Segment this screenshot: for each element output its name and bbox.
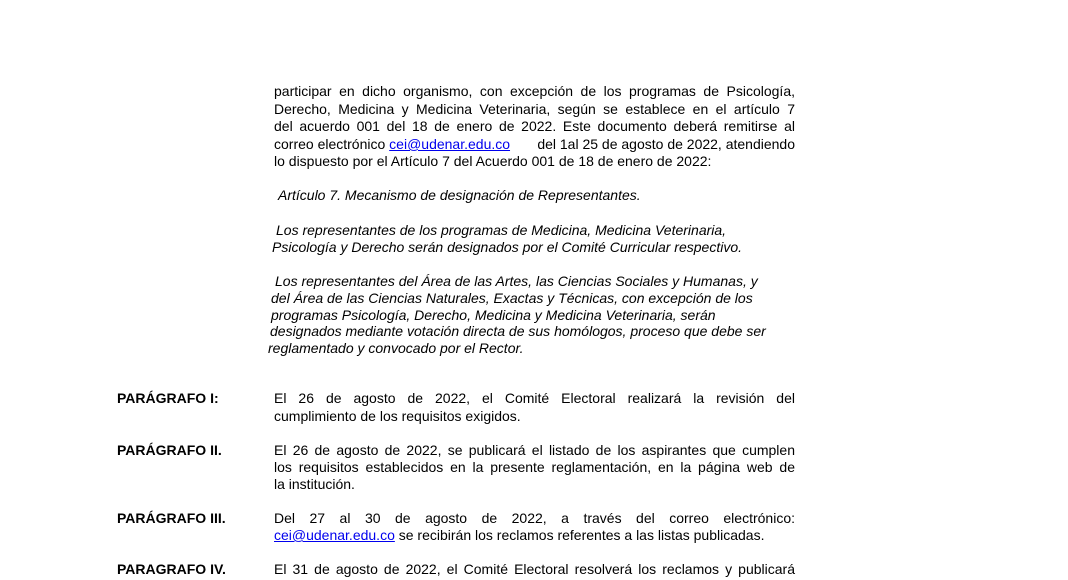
intro-line-3: del acuerdo 001 del 18 de enero de 2022. Este documento deberá remitirse al	[274, 118, 795, 134]
paragraph-3-line-2-post: se recibirán los reclamos referentes a las listas publicadas.	[394, 527, 765, 543]
quote-p2-line-3: programas Psicología, Derecho, Medicina y Medicina Veterinaria, serán	[271, 307, 716, 323]
email-link-2[interactable]: cei@udenar.edu.co	[274, 527, 395, 543]
paragraph-1-line-2: cumplimiento de los requisitos exigidos.	[274, 408, 521, 424]
paragraph-1-line-1: El 26 de agosto de 2022, el Comité Electoral realizará la revisión del	[274, 390, 795, 406]
quote-p1-line-1: Los representantes de los programas de Medicina, Medicina Veterinaria,	[276, 222, 727, 238]
paragraph-3-line-1: Del 27 al 30 de agosto de 2022, a través del correo electrónico:	[274, 510, 795, 526]
quote-p2-line-2: del Área de las Ciencias Naturales, Exactas y Técnicas, con excepción de los	[271, 290, 753, 306]
quote-p2-line-5: reglamentado y convocado por el Rector.	[268, 340, 524, 356]
quote-p2-line-4: designados mediante votación directa de sus homólogos, proceso que debe ser	[270, 323, 766, 339]
paragraph-3-label: PARÁGRAFO III.	[117, 510, 226, 526]
paragraph-4-label: PARAGRAFO IV.	[117, 561, 226, 577]
paragraph-2-label: PARÁGRAFO II.	[117, 442, 222, 458]
quote-title: Artículo 7. Mecanismo de designación de Representantes.	[278, 187, 641, 203]
quote-p1-line-2: Psicología y Derecho serán designados por el Comité Curricular respectivo.	[272, 239, 742, 255]
paragraph-2-line-3: la institución.	[274, 476, 355, 492]
paragraph-2-line-2: los requisitos establecidos en la presente reglamentación, en la página web de	[274, 459, 795, 475]
paragraph-2-line-1: El 26 de agosto de 2022, se publicará el listado de los aspirantes que cumplen	[274, 442, 795, 458]
intro-line-4	[274, 135, 795, 153]
intro-line-4-post: del 1al 25 de agosto de 2022, atendiendo	[537, 136, 795, 152]
paragraph-4-line-1: El 31 de agosto de 2022, el Comité Electoral resolverá los reclamos y publicará	[274, 561, 795, 577]
intro-line-4-pre: correo electrónico	[274, 136, 390, 152]
paragraph-3-line-2	[274, 526, 764, 544]
intro-line-2: Derecho, Medicina y Medicina Veterinaria, según se establece en el artículo 7	[274, 101, 795, 117]
email-link[interactable]: cei@udenar.edu.co	[389, 136, 511, 152]
intro-line-1: participar en dicho organismo, con excepción de los programas de Psicología,	[274, 83, 795, 99]
intro-line-5: lo dispuesto por el Artículo 7 del Acuerdo 001 de 18 de enero de 2022:	[274, 153, 712, 169]
paragraph-1-label: PARÁGRAFO I:	[117, 390, 219, 406]
quote-p2-line-1: Los representantes del Área de las Artes, las Ciencias Sociales y Humanas, y	[275, 273, 758, 289]
